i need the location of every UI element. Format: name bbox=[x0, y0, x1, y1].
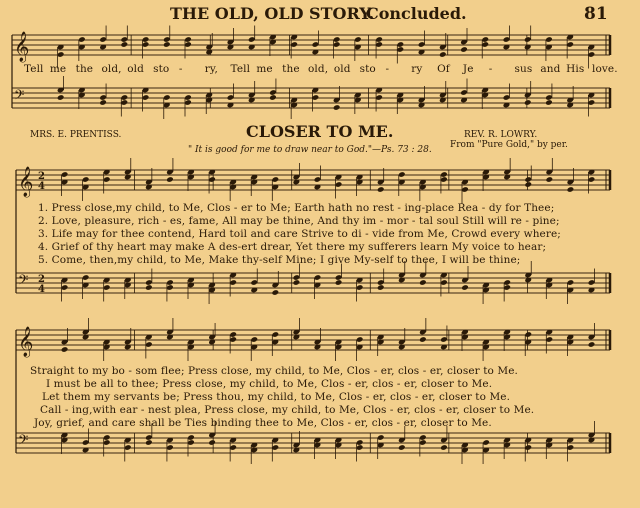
time-signature: 4 bbox=[38, 181, 45, 192]
lyric-syllable: old bbox=[333, 63, 351, 75]
note bbox=[145, 439, 153, 446]
note bbox=[121, 41, 129, 48]
lyric-syllable: His bbox=[566, 63, 585, 75]
source-credit: From "Pure Gold," by per. bbox=[450, 140, 568, 150]
note bbox=[419, 336, 427, 343]
lyric-syllable: sto bbox=[359, 63, 376, 75]
verse-line: 1. Press close,my child, to Me, Clos - er to Me; Earth hath no rest - ing-place Rea - dy for Thee; bbox=[38, 202, 555, 214]
treble-clef-icon: 𝄞 bbox=[18, 167, 34, 197]
note bbox=[398, 444, 406, 451]
author-credit: MRS. E. PRENTISS. bbox=[30, 130, 122, 140]
note bbox=[166, 176, 174, 183]
note bbox=[57, 94, 65, 101]
note bbox=[460, 46, 468, 53]
treble-clef-icon: 𝄞 bbox=[14, 32, 30, 62]
lyric-syllable: old, bbox=[308, 63, 329, 75]
verse-line: 2. Love, pleasure, rich - es, fame, All may be thine, And thy im - mor - tal soul Still will re - pine; bbox=[38, 215, 560, 227]
lyric-syllable: and bbox=[540, 63, 561, 75]
note bbox=[145, 284, 153, 291]
lyric-syllable: - bbox=[488, 63, 493, 75]
page-number: 81 bbox=[584, 4, 608, 24]
note bbox=[545, 99, 553, 106]
note bbox=[293, 279, 301, 286]
hymn-title-header: THE OLD, OLD STORY. bbox=[170, 4, 375, 23]
note bbox=[546, 176, 554, 183]
note bbox=[439, 51, 447, 58]
lyric-syllable: old bbox=[127, 63, 144, 75]
note bbox=[269, 94, 277, 101]
lyric-syllable: the bbox=[282, 63, 300, 75]
verse-line: 4. Grief of thy heart may make A des-ert drear, Yet there my sufferers learn My voice to hear; bbox=[38, 241, 547, 253]
lyric-syllable: ry, bbox=[204, 63, 218, 75]
lyric-syllable: sto bbox=[153, 63, 170, 75]
verse-line: Let them my servants be; Press thou, my child, to Me, Clos - er, clos - er, closer to Me. bbox=[42, 391, 511, 403]
note bbox=[163, 41, 171, 48]
bass-clef-icon: 𝄢 bbox=[18, 432, 29, 451]
lyric-syllable: - bbox=[385, 63, 390, 75]
lyric-syllable: me bbox=[256, 63, 273, 75]
treble-clef-icon: 𝄞 bbox=[18, 327, 34, 357]
note bbox=[377, 186, 385, 193]
concluded-label: Concluded. bbox=[366, 4, 467, 23]
song-title: CLOSER TO ME. bbox=[246, 122, 394, 141]
note bbox=[567, 186, 575, 193]
lyric-syllable: Tell bbox=[24, 63, 44, 75]
lyric-syllable: me bbox=[49, 63, 67, 75]
note bbox=[419, 279, 427, 286]
scripture-reference: " It is good for me to draw near to God."—Ps. 73 : 28. bbox=[188, 145, 432, 155]
verse-line: Joy, grief, and care shall be Ties binding thee to Me, Clos - er, clos - er, closer to Me. bbox=[34, 417, 492, 429]
note bbox=[208, 439, 216, 446]
lyric-syllable: ry bbox=[411, 63, 423, 75]
note bbox=[335, 279, 343, 286]
lyric-syllable: Tell bbox=[230, 63, 251, 75]
note bbox=[461, 284, 469, 291]
note bbox=[333, 104, 341, 111]
note bbox=[588, 341, 596, 348]
note bbox=[377, 284, 385, 291]
time-signature: 4 bbox=[38, 284, 45, 295]
time-signature: 2 bbox=[38, 171, 45, 182]
verse-line: Call - ing,with ear - nest plea, Press close, my child, to Me, Clos - er, clos - er, closer to Me. bbox=[40, 404, 535, 416]
lyric-syllable: the bbox=[75, 63, 94, 75]
bass-clef-icon: 𝄢 bbox=[14, 87, 25, 106]
note bbox=[61, 346, 69, 353]
lyric-syllable: sus bbox=[514, 63, 533, 75]
lyric-syllable: - bbox=[178, 63, 183, 75]
verse-line: I must be all to thee; Press close, my child, to Me, Clos - er, clos - er, closer to Me. bbox=[46, 378, 493, 390]
note bbox=[440, 444, 448, 451]
verse-line: 3. Life may for thee contend, Hard toil and care Strive to di - vide from Me, Crowd every where; bbox=[38, 228, 561, 240]
bass-clef-icon: 𝄢 bbox=[18, 272, 29, 291]
lyric-syllable: love. bbox=[592, 63, 618, 75]
staff bbox=[16, 273, 610, 293]
composer-credit: REV. R. LOWRY. bbox=[464, 130, 538, 140]
time-signature: 2 bbox=[38, 274, 45, 285]
lyric-syllable: Je bbox=[462, 63, 474, 75]
lyric-syllable: old, bbox=[101, 63, 122, 75]
note bbox=[99, 99, 107, 106]
verse-line: 5. Come, then,my child, to Me, Make thy-self Mine; I give My-self to thee, I will be thine; bbox=[38, 254, 521, 266]
verse-line: Straight to my bo - som flee; Press close, my child, to Me, Clos - er, clos - er, closer to Me. bbox=[30, 365, 518, 377]
lyric-syllable: Of bbox=[437, 63, 450, 75]
note bbox=[524, 99, 532, 106]
note bbox=[272, 289, 280, 296]
note bbox=[524, 181, 532, 188]
